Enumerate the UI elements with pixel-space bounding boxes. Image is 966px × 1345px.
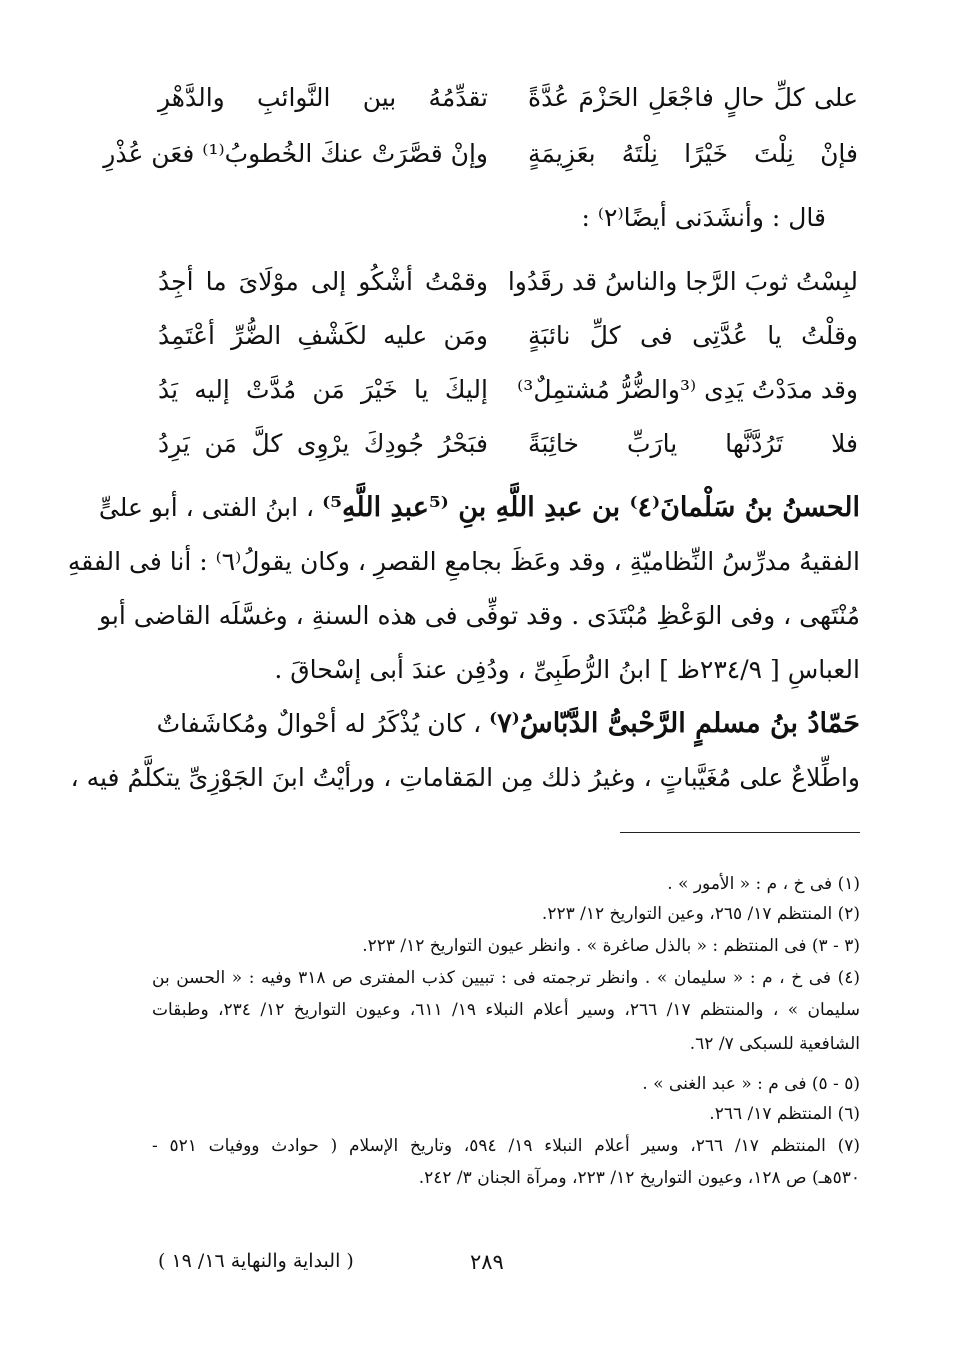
page-number: ٢٨٩ — [470, 1250, 504, 1274]
biography-text: الفقيهُ مدرِّسُ النِّظاميّةِ ، وقد وعَظَ بجامعِ القصرِ ، وكان يقولُ⁽٦⁾ : أنا فى الفقهِ — [67, 547, 860, 576]
footnote: (٤) فى خ ، م : « سليمان » . وانظر ترجمته فى : تبيين كذب المفترى ص ٣١٨ وفيه : « الحسن بن — [152, 968, 860, 988]
verse-line — [158, 316, 858, 356]
verse-line — [158, 78, 858, 118]
verse-second-hemistich: تقدِّمُهُ بين النَّوائبِ والدَّهْرِ — [158, 83, 488, 112]
verse-line — [158, 424, 858, 464]
verse-line — [158, 262, 858, 302]
verse-second-hemistich: وقمْتُ أشْكُو إلى موْلَاىَ ما أجِدُ — [158, 267, 488, 296]
running-title: ( البداية والنهاية ١٦/ ١٩ ) — [158, 1250, 354, 1272]
biography-name: حَمّادُ بنُ مسلمٍ الرَّحْبىُّ الدَّبّاسُ⁽٧⁾ — [489, 708, 860, 739]
verse-first-hemistich: وقلْتُ يا عُدَّتِى فى كلِّ نائبَةٍ — [528, 321, 858, 350]
verse-first-hemistich: على كلِّ حالٍ فاجْعَلِ الحَزْمَ عُدَّةً — [528, 83, 858, 112]
footnote: (٦) المنتظم ١٧/ ٢٦٦. — [709, 1104, 860, 1124]
verse-first-hemistich: فإنْ نِلْتَ خَيْرًا نِلْتَهُ بعَزِيمَةٍ — [528, 139, 858, 168]
footnote: سليمان » ، والمنتظم ١٧/ ٢٦٦، وسير أعلام النبلاء ١٩/ ٦١١، وعيون التواريخ ١٢/ ٢٣٤، وطبقات — [152, 1000, 861, 1020]
footnote: (٢) المنتظم ١٧/ ٢٦٥، وعين التواريخ ١٢/ ٢٢٣. — [541, 904, 860, 924]
verse-second-hemistich: وإنْ قصَّرَتْ عنكَ الخُطوبُ⁽¹⁾ فعَن عُذْرِ — [103, 139, 488, 168]
footnote: (١) فى خ ، م : « الأمور » . — [667, 874, 860, 894]
verse-first-hemistich: وقد مدَدْتُ يَدِى ⁽³والضُّرُّ مُشتمِلٌ³⁾ — [517, 375, 858, 404]
verse-line — [103, 134, 858, 174]
biography-heading-line — [158, 704, 860, 744]
biography-text: واطِّلاعٌ على مُغَيَّباتٍ ، وغيرُ ذلك مِن المَقاماتِ ، ورأيْتُ ابنَ الجَوْزِىِّ يتكلَّمُ فيه ، — [70, 763, 860, 792]
footnote-divider — [620, 832, 860, 833]
verse-second-hemistich: فبَحْرُ جُودِكَ يرْوِى كلَّ مَن يَرِدُ — [158, 429, 488, 458]
biography-text: ، كان يُذْكَرُ له أحْوالٌ ومُكاشَفاتٌ — [156, 709, 482, 738]
biography-text: مُنْتَهى ، وفى الوَعْظِ مُبْتَدَى . وقد توفِّى فى هذه السنةِ ، وغسَّلَه القاضى أبو — [99, 601, 860, 630]
footnote: ٥٣٠هـ) ص ١٢٨، وعيون التواريخ ١٢/ ٢٢٣، ومرآة الجنان ٣/ ٢٤٢. — [418, 1168, 860, 1188]
biography-text: ، ابنُ الفتى ، أبو علىٍّ — [98, 493, 315, 522]
verse-second-hemistich: ومَن عليه لكَشْفِ الضُّرِّ أعْتَمِدُ — [158, 321, 488, 350]
verse-first-hemistich: لبِسْتُ ثوبَ الرَّجا والناسُ قد رقَدُوا — [507, 267, 858, 296]
verse-second-hemistich: إليكَ يا خَيْرَ مَن مُدَّتْ إليه يَدُ — [158, 375, 488, 404]
verse-line — [158, 370, 858, 410]
verse-first-hemistich: فلا تَرُدَّنَّها يارَبِّ خائِبَةً — [528, 429, 858, 458]
footnote: (٣ - ٣) فى المنتظم : « بالذل صاغرة » . وانظر عيون التواريخ ١٢/ ٢٢٣. — [362, 936, 860, 956]
footnote: (٧) المنتظم ١٧/ ٢٦٦، وسير أعلام النبلاء ١٩/ ٥٩٤، وتاريخ الإسلام ( حوادث ووفيات ٥٢١ - — [152, 1136, 861, 1156]
biography-text: العباسِ [ ٢٣٤/٩ظ ] ابنُ الرُّطَبِىِّ ، ودُفِن عندَ أبى إسْحاقَ . — [274, 655, 860, 684]
biography-name: الحسنُ بنُ سَلْمانَ⁽٤⁾ بن عبدِ اللَّهِ بنِ ⁽⁵عبدِ اللَّهِ⁵⁾ — [322, 492, 860, 523]
footnote: (٥ - ٥) فى م : « عبد الغنى » . — [642, 1074, 860, 1094]
footnote: الشافعية للسبكى ٧/ ٦٢. — [689, 1034, 860, 1054]
biography-heading-line — [98, 488, 860, 528]
verse-intro: قال : وأنشَدَنى أيضًا⁽٢⁾ : — [581, 203, 826, 232]
